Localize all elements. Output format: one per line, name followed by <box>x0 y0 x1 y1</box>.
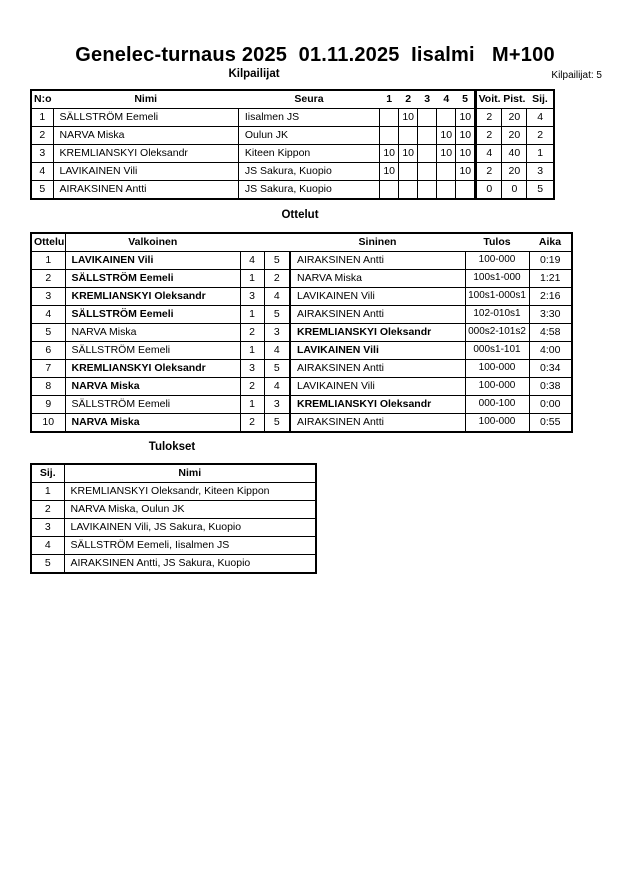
competitor-row-s4-cell: 10 <box>456 163 476 181</box>
competitor-row-nimi-cell: LAVIKAINEN Vili <box>53 163 238 181</box>
competitor-row-pist-cell: 0 <box>502 181 527 200</box>
result-row-nimi-cell: KREMLIANSKYI Oleksandr, Kiteen Kippon <box>64 483 316 501</box>
match-row-sno-cell: 3 <box>264 324 290 342</box>
competitor-row-voit-cell: 2 <box>476 163 502 181</box>
match-row <box>31 270 572 288</box>
match-row-ottelu-cell: 2 <box>31 270 65 288</box>
column-header-valkoinen: Valkoinen <box>65 233 240 252</box>
result-row-sij-cell: 2 <box>31 501 64 519</box>
competitor-row <box>31 127 554 145</box>
competitor-row-voit-cell: 2 <box>476 127 502 145</box>
competitor-row-no-cell: 5 <box>31 181 53 200</box>
match-row-valkoinen-cell: KREMLIANSKYI Oleksandr <box>65 360 240 378</box>
match-row-sno-cell: 3 <box>264 396 290 414</box>
competitor-row-sij-cell: 2 <box>527 127 554 145</box>
ottelut-header-row <box>31 233 572 252</box>
match-row-sno-cell: 4 <box>264 378 290 396</box>
column-header-ottelu: Ottelu <box>31 233 65 252</box>
competitor-row-seura-cell: Kiteen Kippon <box>238 145 379 163</box>
match-row-aika-cell: 4:58 <box>529 324 572 342</box>
match-row-sno-cell: 5 <box>264 306 290 324</box>
column-header-sij: Sij. <box>31 464 64 483</box>
column-header-3: 3 <box>418 90 437 109</box>
match-row-aika-cell: 3:30 <box>529 306 572 324</box>
match-row-aika-cell: 1:21 <box>529 270 572 288</box>
kilpailijat-table <box>30 89 555 200</box>
match-row-valkoinen-cell: LAVIKAINEN Vili <box>65 252 240 270</box>
competitor-row <box>31 109 554 127</box>
match-row-vno-cell: 1 <box>240 270 264 288</box>
result-row-nimi-cell: AIRAKSINEN Antti, JS Sakura, Kuopio <box>64 555 316 574</box>
match-row-sininen-cell: AIRAKSINEN Antti <box>290 252 465 270</box>
competitor-row-s1-cell <box>399 181 418 200</box>
result-row-sij-cell: 3 <box>31 519 64 537</box>
competitor-row-s4-cell: 10 <box>456 127 476 145</box>
match-row-ottelu-cell: 9 <box>31 396 65 414</box>
match-row-vno-cell: 3 <box>240 360 264 378</box>
competitor-row-s2-cell <box>418 181 437 200</box>
page-title: Genelec-turnaus 2025 01.11.2025 Iisalmi M+100 <box>75 44 555 66</box>
match-row-sininen-cell: LAVIKAINEN Vili <box>290 378 465 396</box>
tulokset-table <box>30 463 317 574</box>
match-row-aika-cell: 0:00 <box>529 396 572 414</box>
competitor-row-sij-cell: 5 <box>527 181 554 200</box>
competitor-row-s2-cell <box>418 163 437 181</box>
result-row <box>31 537 316 555</box>
match-row-ottelu-cell: 8 <box>31 378 65 396</box>
result-row-sij-cell: 4 <box>31 537 64 555</box>
match-row-vno-cell: 1 <box>240 306 264 324</box>
match-row-ottelu-cell: 7 <box>31 360 65 378</box>
competitor-row-seura-cell: JS Sakura, Kuopio <box>238 181 379 200</box>
competitor-row-s3-cell: 10 <box>437 145 456 163</box>
column-header-seura: Seura <box>238 90 379 109</box>
competitor-row-s0-cell <box>380 109 399 127</box>
competitor-row-s0-cell <box>380 181 399 200</box>
section-title-kilpailijat: Kilpailijat <box>228 68 280 80</box>
competitor-row-s2-cell <box>418 109 437 127</box>
column-header-pist: Pist. <box>502 90 527 109</box>
match-row-sininen-cell: AIRAKSINEN Antti <box>290 360 465 378</box>
column-header-blue-number <box>264 233 290 252</box>
competitor-row-s2-cell <box>418 145 437 163</box>
column-header-2: 2 <box>399 90 418 109</box>
column-header-voit: Voit. <box>476 90 502 109</box>
match-row-valkoinen-cell: SÄLLSTRÖM Eemeli <box>65 342 240 360</box>
competitor-row <box>31 145 554 163</box>
match-row-ottelu-cell: 1 <box>31 252 65 270</box>
match-row-vno-cell: 2 <box>240 324 264 342</box>
tulokset-header-row <box>31 464 316 483</box>
competitor-row-s0-cell: 10 <box>380 163 399 181</box>
competitor-row-s3-cell <box>437 181 456 200</box>
competitor-row-s4-cell: 10 <box>456 145 476 163</box>
match-row-sno-cell: 5 <box>264 360 290 378</box>
competitor-row-seura-cell: Iisalmen JS <box>238 109 379 127</box>
match-row-vno-cell: 1 <box>240 396 264 414</box>
result-row <box>31 483 316 501</box>
column-header-no: N:o <box>31 90 53 109</box>
section-title-ottelut: Ottelut <box>281 209 319 221</box>
match-row-valkoinen-cell: NARVA Miska <box>65 324 240 342</box>
match-row-tulos-cell: 100-000 <box>465 252 529 270</box>
match-row-vno-cell: 3 <box>240 288 264 306</box>
match-row <box>31 396 572 414</box>
match-row-ottelu-cell: 6 <box>31 342 65 360</box>
match-row-aika-cell: 4:00 <box>529 342 572 360</box>
competitor-row-sij-cell: 4 <box>527 109 554 127</box>
match-row-sno-cell: 5 <box>264 414 290 433</box>
result-row-sij-cell: 5 <box>31 555 64 574</box>
match-row-tulos-cell: 000s1-101 <box>465 342 529 360</box>
match-row <box>31 342 572 360</box>
match-row-aika-cell: 0:19 <box>529 252 572 270</box>
column-header-sij: Sij. <box>527 90 554 109</box>
match-row-valkoinen-cell: SÄLLSTRÖM Eemeli <box>65 306 240 324</box>
competitor-row-s3-cell <box>437 163 456 181</box>
match-row-ottelu-cell: 4 <box>31 306 65 324</box>
match-row <box>31 288 572 306</box>
match-row <box>31 306 572 324</box>
column-header-white-number <box>240 233 264 252</box>
match-row-valkoinen-cell: NARVA Miska <box>65 414 240 433</box>
competitor-row-s4-cell <box>456 181 476 200</box>
result-row <box>31 555 316 574</box>
column-header-nimi: Nimi <box>53 90 238 109</box>
competitor-row-s1-cell: 10 <box>399 109 418 127</box>
competitor-row-no-cell: 2 <box>31 127 53 145</box>
match-row-sininen-cell: KREMLIANSKYI Oleksandr <box>290 396 465 414</box>
result-row-sij-cell: 1 <box>31 483 64 501</box>
competitor-row-seura-cell: JS Sakura, Kuopio <box>238 163 379 181</box>
competitor-row <box>31 163 554 181</box>
match-row-tulos-cell: 100-000 <box>465 378 529 396</box>
competitor-row-s1-cell <box>399 163 418 181</box>
match-row-aika-cell: 0:38 <box>529 378 572 396</box>
match-row-tulos-cell: 000-100 <box>465 396 529 414</box>
match-row-sno-cell: 4 <box>264 342 290 360</box>
match-row <box>31 252 572 270</box>
match-row-sininen-cell: LAVIKAINEN Vili <box>290 288 465 306</box>
match-row-tulos-cell: 100s1-000 <box>465 270 529 288</box>
match-row-aika-cell: 0:55 <box>529 414 572 433</box>
match-row-valkoinen-cell: KREMLIANSKYI Oleksandr <box>65 288 240 306</box>
match-row-sininen-cell: NARVA Miska <box>290 270 465 288</box>
competitor-row-s3-cell <box>437 109 456 127</box>
match-row-sininen-cell: LAVIKAINEN Vili <box>290 342 465 360</box>
match-row-vno-cell: 4 <box>240 252 264 270</box>
match-row-sininen-cell: AIRAKSINEN Antti <box>290 414 465 433</box>
result-row-nimi-cell: NARVA Miska, Oulun JK <box>64 501 316 519</box>
match-row-valkoinen-cell: SÄLLSTRÖM Eemeli <box>65 270 240 288</box>
match-row-tulos-cell: 100s1-000s1 <box>465 288 529 306</box>
match-row-valkoinen-cell: NARVA Miska <box>65 378 240 396</box>
match-row <box>31 414 572 433</box>
match-row-tulos-cell: 100-000 <box>465 414 529 433</box>
result-row <box>31 501 316 519</box>
match-row-ottelu-cell: 10 <box>31 414 65 433</box>
competitor-row-sij-cell: 1 <box>527 145 554 163</box>
section-title-tulokset: Tulokset <box>148 441 196 453</box>
competitor-row-s2-cell <box>418 127 437 145</box>
match-row <box>31 360 572 378</box>
match-row-ottelu-cell: 3 <box>31 288 65 306</box>
match-row-tulos-cell: 000s2-101s2 <box>465 324 529 342</box>
match-row-ottelu-cell: 5 <box>31 324 65 342</box>
competitor-row-s3-cell: 10 <box>437 127 456 145</box>
match-row-valkoinen-cell: SÄLLSTRÖM Eemeli <box>65 396 240 414</box>
competitor-row-pist-cell: 20 <box>502 109 527 127</box>
kilpailijat-header-row <box>31 90 554 109</box>
column-header-tulos: Tulos <box>465 233 529 252</box>
competitor-row-voit-cell: 0 <box>476 181 502 200</box>
competitor-row-pist-cell: 40 <box>502 145 527 163</box>
column-header-5: 5 <box>456 90 476 109</box>
match-row-vno-cell: 2 <box>240 378 264 396</box>
column-header-1: 1 <box>380 90 399 109</box>
competitor-row-nimi-cell: NARVA Miska <box>53 127 238 145</box>
competitor-row-nimi-cell: SÄLLSTRÖM Eemeli <box>53 109 238 127</box>
result-row <box>31 519 316 537</box>
competitor-row-pist-cell: 20 <box>502 127 527 145</box>
competitor-row-s0-cell: 10 <box>380 145 399 163</box>
match-row-aika-cell: 2:16 <box>529 288 572 306</box>
ottelut-table <box>30 232 573 433</box>
match-row-sno-cell: 5 <box>264 252 290 270</box>
match-row-sno-cell: 4 <box>264 288 290 306</box>
competitor-count-label: Kilpailijat: 5 <box>551 70 602 81</box>
competitor-row-no-cell: 4 <box>31 163 53 181</box>
competitor-row-nimi-cell: AIRAKSINEN Antti <box>53 181 238 200</box>
column-header-aika: Aika <box>529 233 572 252</box>
competitor-row-s0-cell <box>380 127 399 145</box>
match-row-tulos-cell: 100-000 <box>465 360 529 378</box>
competitor-row-seura-cell: Oulun JK <box>238 127 379 145</box>
column-header-4: 4 <box>437 90 456 109</box>
match-row-sininen-cell: AIRAKSINEN Antti <box>290 306 465 324</box>
match-row-tulos-cell: 102-010s1 <box>465 306 529 324</box>
competitor-row-s1-cell: 10 <box>399 145 418 163</box>
match-row-vno-cell: 1 <box>240 342 264 360</box>
match-row-vno-cell: 2 <box>240 414 264 433</box>
competitor-row-no-cell: 1 <box>31 109 53 127</box>
match-row-sno-cell: 2 <box>264 270 290 288</box>
competitor-row-no-cell: 3 <box>31 145 53 163</box>
result-row-nimi-cell: SÄLLSTRÖM Eemeli, Iisalmen JS <box>64 537 316 555</box>
competitor-row <box>31 181 554 200</box>
match-row <box>31 324 572 342</box>
competitor-row-s4-cell: 10 <box>456 109 476 127</box>
competitor-row-sij-cell: 3 <box>527 163 554 181</box>
match-row-sininen-cell: KREMLIANSKYI Oleksandr <box>290 324 465 342</box>
competitor-row-nimi-cell: KREMLIANSKYI Oleksandr <box>53 145 238 163</box>
result-row-nimi-cell: LAVIKAINEN Vili, JS Sakura, Kuopio <box>64 519 316 537</box>
match-row-aika-cell: 0:34 <box>529 360 572 378</box>
column-header-sininen: Sininen <box>290 233 465 252</box>
competitor-row-s1-cell <box>399 127 418 145</box>
column-header-nimi: Nimi <box>64 464 316 483</box>
competitor-row-voit-cell: 2 <box>476 109 502 127</box>
competitor-row-pist-cell: 20 <box>502 163 527 181</box>
match-row <box>31 378 572 396</box>
competitor-row-voit-cell: 4 <box>476 145 502 163</box>
